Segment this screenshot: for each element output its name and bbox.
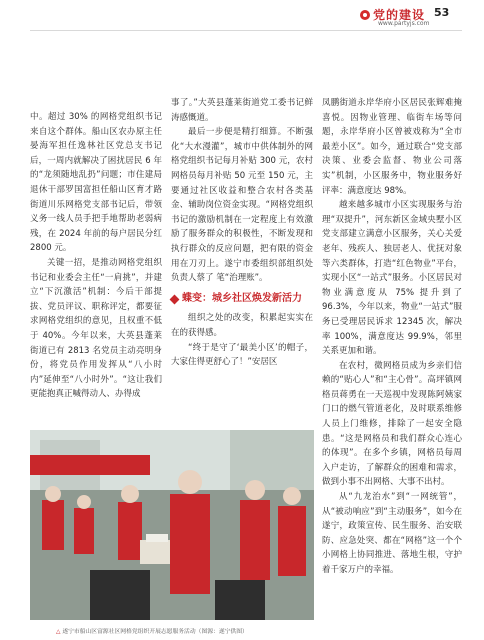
photo-illustration — [30, 430, 314, 620]
text-column-1 — [30, 110, 162, 402]
triangle-bullet-icon: △ — [56, 629, 61, 635]
page-number: 53 — [434, 6, 450, 19]
paragraph: 从“九龙治水”到“一网统管”，从“被动响应”到“主动服务”，如今在遂宁，政策宣传、民生服务、治安联防、应急处突、都在“网格”这一个个小网格上协同推进、落地生根，守护着千家万户的幸福。 — [322, 492, 462, 575]
paragraph: 在农村，微网格员成为乡亲们信赖的“贴心人”和“主心骨”。高坪镇网格员蒋勇在一天巡视中发现陈阿姨家门口的燃气管道老化，及时联系维修人员上门维修，排除了一起安全隐患。“这是网格员和我们群众心连心的体现”。在多个乡镇，网格员每周入户走访，了解群众的困难和需求，做到小事不出网格、大事不出村。 — [322, 360, 462, 488]
paragraph: 组织之处的改变，积累起实实在在的获得感。 — [171, 313, 313, 338]
paragraph: 越来越多城市小区实现服务与治理“双提升”，河东新区金域央墅小区党支部建立满意小区服务，关心关爱老年、残疾人、独居老人、优抚对象等六类群体，打造“红色物业”平台，实现小区“一站式”服务。小区居民对物业满意度从 75% 提升到了 96.3%，今年以来，物业“一站式”服务已受理居民诉求 12345 次，解决率 100%，满意度达 99.9%，邻里关系更加和谐。 — [322, 200, 462, 357]
paragraph: 关键一招，是推动网格党组织书记和业委会主任“一肩挑”，并建立“下沉激活”机制：今后干部提拔、党员评议、职称评定，都要征求网格党组织的意见，且权重不低于 40%。今年以来，大英县蓬莱街道已有 2813 名党员主动亮明身份，将党员作用发挥从“八小时内”延伸至“八小时外”。“这让我们更能抱真正喊得动人、办得成 — [30, 257, 162, 400]
section-title: 蝶变：城乡社区焕发新活力 — [182, 292, 302, 304]
section-heading — [171, 292, 313, 307]
diamond-bullet-icon — [170, 294, 180, 304]
paragraph: 中。超过 30% 的网格党组织书记来自这个群体。船山区农办原主任晏海军担任逸林社区党总支书记后，一周内就解决了困扰居民 6 年的“龙须随地乱扔”问题；市住建局退休干部罗国富担任船山区育才路街道川乐网格党支部书记后，带领义务一线人员手把手地帮助老弱病残，在 2024 年前的每户居民分红 2800 元。 — [30, 112, 162, 254]
logo-emblem-icon — [360, 10, 370, 20]
volunteer-service-photo — [30, 430, 314, 620]
caption-text: 遂宁市船山区富源社区网格党组织开展志愿服务活动（图源：遂宁供图） — [62, 629, 248, 635]
logo-text: 党的建设 — [373, 8, 426, 22]
header-divider — [30, 30, 462, 31]
paragraph: “终于是守了‘最美小区’的帽子，大家住得更舒心了！”安居区 — [171, 342, 313, 368]
paragraph: 凤鹏街道永岸华府小区居民张辉难掩喜悦。因物业管理、临街车场等问题，永岸华府小区曾被戏称为“全市最差小区”。如今，通过联合“党支部决策、业委会监督、物业公司落实”机制，小区服务中，物业服务好评率：满意度达 98%。 — [322, 98, 462, 196]
text-column-3 — [322, 96, 462, 578]
page-header — [0, 0, 484, 34]
paragraph: 事了。”大英县蓬莱街道党工委书记鲜涛感慨道。 — [171, 98, 313, 123]
text-column-2 — [171, 96, 313, 370]
magazine-url: www.partyjs.com — [378, 20, 430, 27]
photo-caption — [56, 626, 248, 635]
paragraph: 最后一步便是精打细算。不断强化“大水漫灌”，城市中供体制外的网格党组织书记每月补贴 300 元，农村网格员每月补贴 50 元至 150 元，主要通过社区收益和整合农村各类基金、辅助岗位资金实现。“网格党组织书记的激励机制在一定程度上有效激励了服务群众的积极性，不断发现和执行群众的反应问题，把有限的资金用在刀刃上。遂宁市委组织部组织处负责人蔡了 笔“治理账”。 — [171, 127, 313, 284]
